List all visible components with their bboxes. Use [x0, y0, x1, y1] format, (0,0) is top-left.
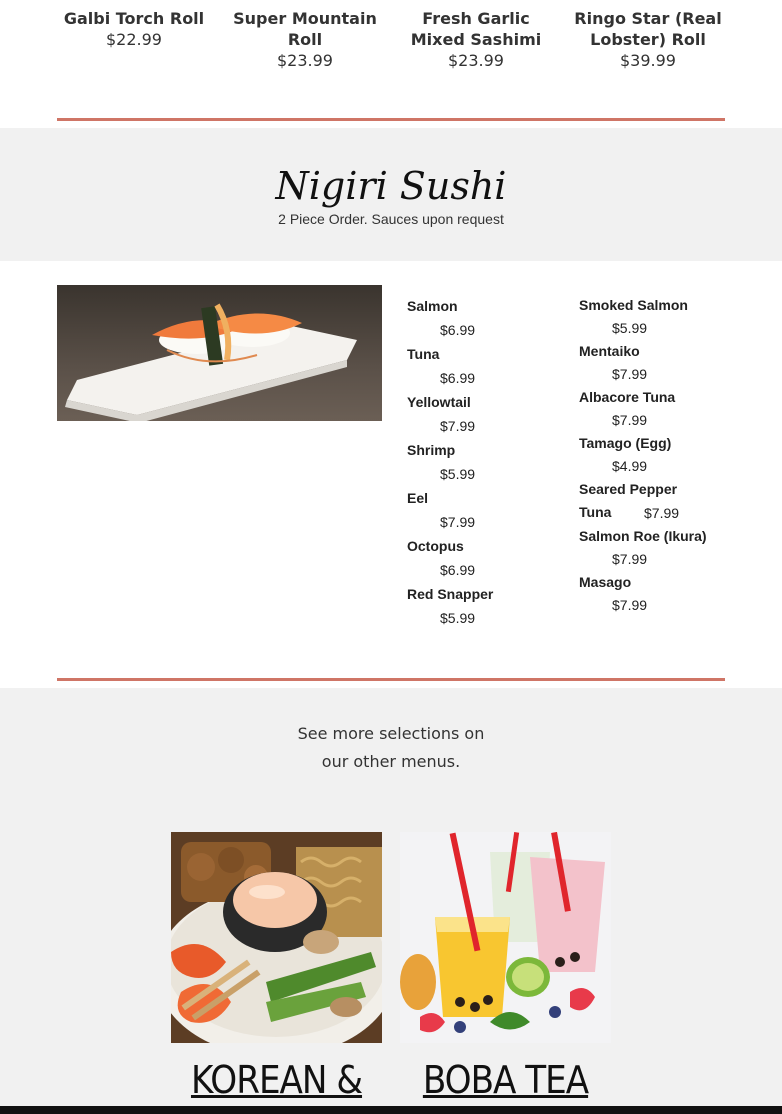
roll-name: Ringo Star (Real Lobster) Roll [574, 9, 722, 49]
list-item [579, 340, 725, 386]
item-price: $7.99 [644, 505, 680, 521]
section-divider [57, 678, 725, 681]
item-name: Red Snapper [407, 586, 494, 602]
item-name: Tuna [407, 346, 440, 362]
sushi-plate-image [57, 285, 382, 421]
item-name: Salmon [407, 298, 458, 314]
roll-item-ringo-star [573, 8, 723, 71]
item-name: Yellowtail [407, 394, 471, 410]
item-price: $6.99 [440, 370, 476, 386]
korean-menu-link[interactable]: KOREAN & [190, 1058, 363, 1102]
item-price: $7.99 [612, 597, 648, 613]
item-price: $5.99 [440, 466, 476, 482]
item-price: $5.99 [440, 610, 476, 626]
roll-price: $23.99 [277, 51, 333, 70]
section-divider [57, 118, 725, 121]
bottom-bar [0, 1106, 782, 1114]
roll-price: $22.99 [106, 30, 162, 49]
item-price: $7.99 [440, 514, 476, 530]
list-item [579, 525, 725, 571]
item-name: Seared Pepper Tuna [579, 481, 678, 520]
section-subtitle: 2 Piece Order. Sauces upon request [278, 211, 504, 227]
nigiri-list-left [407, 294, 557, 630]
list-item [579, 571, 725, 617]
boba-tea-image [400, 832, 611, 1043]
section-title: Nigiri Sushi [275, 164, 507, 208]
list-item [407, 582, 557, 630]
roll-list [57, 0, 725, 120]
list-item [407, 534, 557, 582]
item-price: $7.99 [612, 412, 648, 428]
list-item [579, 386, 725, 432]
list-item [579, 432, 725, 478]
roll-price: $23.99 [448, 51, 504, 70]
item-name: Masago [579, 574, 632, 590]
list-item [407, 294, 557, 342]
more-line-2: our other menus. [321, 752, 461, 771]
item-price: $7.99 [440, 418, 476, 434]
roll-name: Super Mountain Roll [233, 9, 377, 49]
item-name: Mentaiko [579, 343, 640, 359]
item-name: Octopus [407, 538, 464, 554]
item-name: Smoked Salmon [579, 297, 688, 313]
boba-menu-link[interactable]: BOBA TEA [422, 1058, 589, 1102]
korean-menu-image[interactable] [171, 832, 382, 1043]
more-menus-text [0, 720, 782, 776]
roll-name: Fresh Garlic Mixed Sashimi [410, 9, 542, 49]
list-item [407, 342, 557, 390]
boba-menu-image[interactable] [400, 832, 611, 1043]
nigiri-photo [57, 285, 382, 421]
item-price: $7.99 [612, 551, 648, 567]
item-name: Eel [407, 490, 429, 506]
item-price: $4.99 [612, 458, 648, 474]
list-item [579, 294, 725, 340]
list-item [407, 438, 557, 486]
roll-price: $39.99 [620, 51, 676, 70]
korean-food-image [171, 832, 382, 1043]
item-price: $7.99 [612, 366, 648, 382]
list-item [579, 478, 725, 525]
item-price: $6.99 [440, 562, 476, 578]
item-name: Salmon Roe (Ikura) [579, 528, 707, 544]
item-name: Shrimp [407, 442, 456, 458]
roll-name: Galbi Torch Roll [63, 9, 205, 28]
item-name: Albacore Tuna [579, 389, 676, 405]
more-line-1: See more selections on [297, 724, 485, 743]
roll-item-super-mountain [230, 8, 380, 71]
list-item [407, 390, 557, 438]
list-item [407, 486, 557, 534]
item-price: $6.99 [440, 322, 476, 338]
nigiri-list-right [579, 294, 725, 617]
roll-item-galbi [59, 8, 209, 50]
roll-item-garlic-sashimi [401, 8, 551, 71]
item-price: $5.99 [612, 320, 648, 336]
item-name: Tamago (Egg) [579, 435, 672, 451]
